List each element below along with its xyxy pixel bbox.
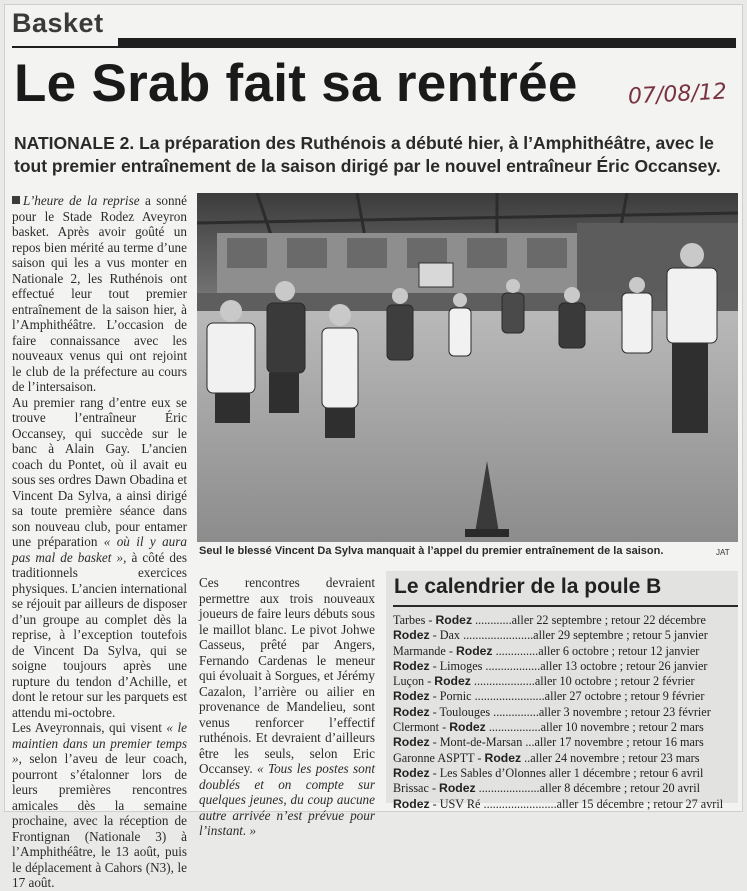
training-photo (197, 193, 738, 542)
calendar-row (393, 689, 735, 704)
away-team: Rodez (439, 781, 476, 796)
calendar-row (393, 659, 735, 674)
team-separator: - (428, 781, 440, 796)
home-team: Rodez (393, 765, 430, 780)
paragraph (12, 193, 187, 395)
home-team: Tarbes (393, 613, 426, 627)
away-team: Rodez (484, 750, 522, 765)
match-dates: aller 10 octobre ; retour 2 février (534, 674, 695, 689)
team-separator: - (425, 613, 436, 627)
paragraph (12, 720, 187, 891)
home-team: Rodez (393, 628, 430, 643)
gym-photo-illustration (197, 193, 738, 542)
home-team: Brissac (393, 781, 429, 796)
calendar-row (393, 644, 735, 659)
article-lead (14, 132, 734, 178)
paragraph (199, 575, 375, 839)
match-dates: aller 22 septembre ; retour 22 décembre (511, 613, 706, 627)
article-headline: Le Srab fait sa rentrée (14, 54, 578, 113)
calendar-rule (393, 605, 738, 607)
paragraph-text: Ces rencontres devraient permettre aux trois nouveaux joueurs de faire leurs débuts sous le maillot blanc. Le pivot Johwe Casseus, prêté par Angers, Fernando Cardenas le meneur qui évoluait à Sorgues, et Jérémy Cazalon, l’arrière ou ailier en provenance de Mandelieu, sont venus renforcer l’effectif ruthénois. Et devraient d’ailleurs être les seuls, selon Eric Occansey. (199, 575, 375, 776)
leader-dots: .............. (492, 643, 539, 658)
bullet-square-icon (12, 196, 20, 204)
leader-dots: ............... (490, 704, 539, 719)
team-separator: - (429, 796, 440, 811)
home-team: Rodez (393, 704, 430, 719)
leader-dots: .................... (475, 781, 540, 796)
home-team: Rodez (393, 735, 430, 750)
match-dates: aller 3 novembre ; retour 23 février (538, 704, 711, 719)
match-dates: aller 27 octobre ; retour 9 février (544, 689, 705, 704)
handwritten-date: 07/08/12 (627, 79, 728, 110)
photo-credit: JAT (716, 548, 730, 557)
paragraph-text: , selon l’aveu de leur coach, pourront s’étalonner lors de leurs premières rencontres amicales dès la semaine prochaine, avec la réception de Frontignan (Nationale 3) à l’Amphithéâtre, le 13 août, puis le déplacement à Cahors (N3), le 17 août. (12, 751, 187, 890)
calendar-row (393, 674, 735, 689)
team-separator: - (429, 704, 440, 719)
calendar-row (393, 628, 735, 643)
quote: « le maintien dans un premier temps » (12, 720, 187, 766)
leader-dots: .. (521, 750, 531, 765)
away-team: Mont-de-Marsan (439, 735, 523, 750)
paragraph-text: a sonné pour le Stade Rodez Aveyron basket. Après avoir goûté un repos bien mérité au terme d’une saison qui les a vus monter en Nationale 2, les Ruthénois ont effectué leur tout premier entraînement de la saison hier, à l’Amphithéâtre. L’occasion de faire connaissance avec les nouveaux venus qui ont rejoint le club de la préfecture au cours de l’intersaison. (12, 193, 187, 394)
paragraph-text: Les Aveyronnais, qui visent (12, 720, 167, 735)
home-team: Luçon (393, 674, 425, 689)
leader-dots: ....................... (460, 628, 534, 643)
home-team: Marmande (393, 643, 446, 658)
calendar-row (393, 751, 735, 766)
match-dates: aller 1 décembre ; retour 6 avril (549, 765, 704, 780)
team-separator: - (429, 628, 440, 643)
calendar-row (393, 613, 735, 628)
home-team: Garonne ASPTT (393, 750, 475, 765)
home-team: Clermont (393, 720, 440, 735)
match-dates: aller 6 octobre ; retour 12 janvier (538, 643, 700, 658)
away-team: Rodez (435, 613, 473, 627)
paragraph (12, 395, 187, 721)
leader-dots: .................... (470, 674, 535, 689)
away-team: Dax (439, 628, 461, 643)
article-column-1 (12, 193, 187, 891)
calendar-row (393, 720, 735, 735)
calendar-row (393, 705, 735, 720)
away-team: Rodez (449, 720, 486, 735)
team-separator: - (445, 643, 456, 658)
leader-dots: .................. (482, 658, 541, 673)
paragraph-text: Au premier rang d’entre eux se trouve l’entraîneur Éric Occansey, qui succède sur le banc à Alain Gay. L’ancien coach du Pontet, où il avait eu sous ses ordres Dawn Obadina et Vincent Da Sylva, a ainsi dirigé sa toute première séance dans son nouveau club, pour entamer une préparation (12, 394, 187, 549)
header-rule-thin (12, 46, 736, 48)
team-separator: - (429, 735, 440, 750)
photo-caption: Seul le blessé Vincent Da Sylva manquait à l’appel du premier entraînement de la saison. (199, 545, 664, 557)
calendar-title: Le calendrier de la poule B (394, 575, 662, 598)
calendar-list (393, 613, 735, 812)
team-separator: - (429, 689, 440, 704)
article-column-2 (199, 575, 375, 839)
home-team: Rodez (393, 689, 430, 704)
match-dates: aller 17 novembre ; retour 16 mars (534, 735, 704, 750)
leader-dots: ................. (485, 720, 541, 735)
match-dates: aller 8 décembre ; retour 20 avril (539, 781, 700, 796)
match-dates: aller 29 septembre ; retour 5 janvier (533, 628, 708, 643)
paragraph-text: , à côté des traditionnels exercices physiques. L’ancien international se réjouit par ailleurs de disposer d’un groupe au complet dès la reprise, à l’exception toutefois de Vincent Da Sylva, qui se soigne toujours après une rupture du tendon d’Achille, et dont le retour sur les parquets est attendu mi-octobre. (12, 549, 187, 720)
lead-text: La préparation des Ruthénois a débuté hier, à l’Amphithéâtre, avec le tout premier entraînement de la saison dirigé par le nouvel entraîneur Éric Occansey. (14, 133, 721, 176)
away-team: Limoges (439, 658, 483, 673)
calendar-row (393, 766, 735, 781)
away-team: Rodez (434, 674, 471, 689)
match-dates: aller 13 octobre ; retour 26 janvier (540, 658, 708, 673)
quote: « où il y aura pas mal de basket » (12, 534, 187, 565)
lead-kicker: NATIONALE 2. (14, 133, 135, 153)
calendar-row (393, 781, 735, 796)
quote: « Tous les postes sont doublés et on compte sur quelques jeunes, du coup aucune autre arrivée n’est prévue pour l’instant. » (199, 761, 375, 838)
match-dates: aller 10 novembre ; retour 2 mars (540, 720, 704, 735)
team-separator: - (474, 750, 485, 765)
away-team: Les Sables d’Olonnes (439, 765, 547, 780)
match-dates: aller 24 novembre ; retour 23 mars (530, 750, 700, 765)
away-team: Pornic (439, 689, 472, 704)
leader-dots: ........................ (480, 796, 557, 811)
team-separator: - (429, 658, 440, 673)
leader-dots: ....................... (471, 689, 545, 704)
leader-dots: ... (522, 735, 535, 750)
leader-dots: ............ (472, 613, 512, 627)
away-team: Toulouges (439, 704, 491, 719)
team-separator: - (429, 765, 440, 780)
match-dates: aller 15 décembre ; retour 27 avril (556, 796, 724, 811)
calendar-row (393, 735, 735, 750)
home-team: Rodez (393, 796, 430, 811)
calendar-row (393, 797, 735, 812)
opening-italic: L’heure de la reprise (23, 193, 140, 208)
away-team: Rodez (455, 643, 493, 658)
away-team: USV Ré (439, 796, 481, 811)
team-separator: - (424, 674, 435, 689)
home-team: Rodez (393, 658, 430, 673)
team-separator: - (439, 720, 450, 735)
section-rubric: Basket (12, 8, 104, 38)
